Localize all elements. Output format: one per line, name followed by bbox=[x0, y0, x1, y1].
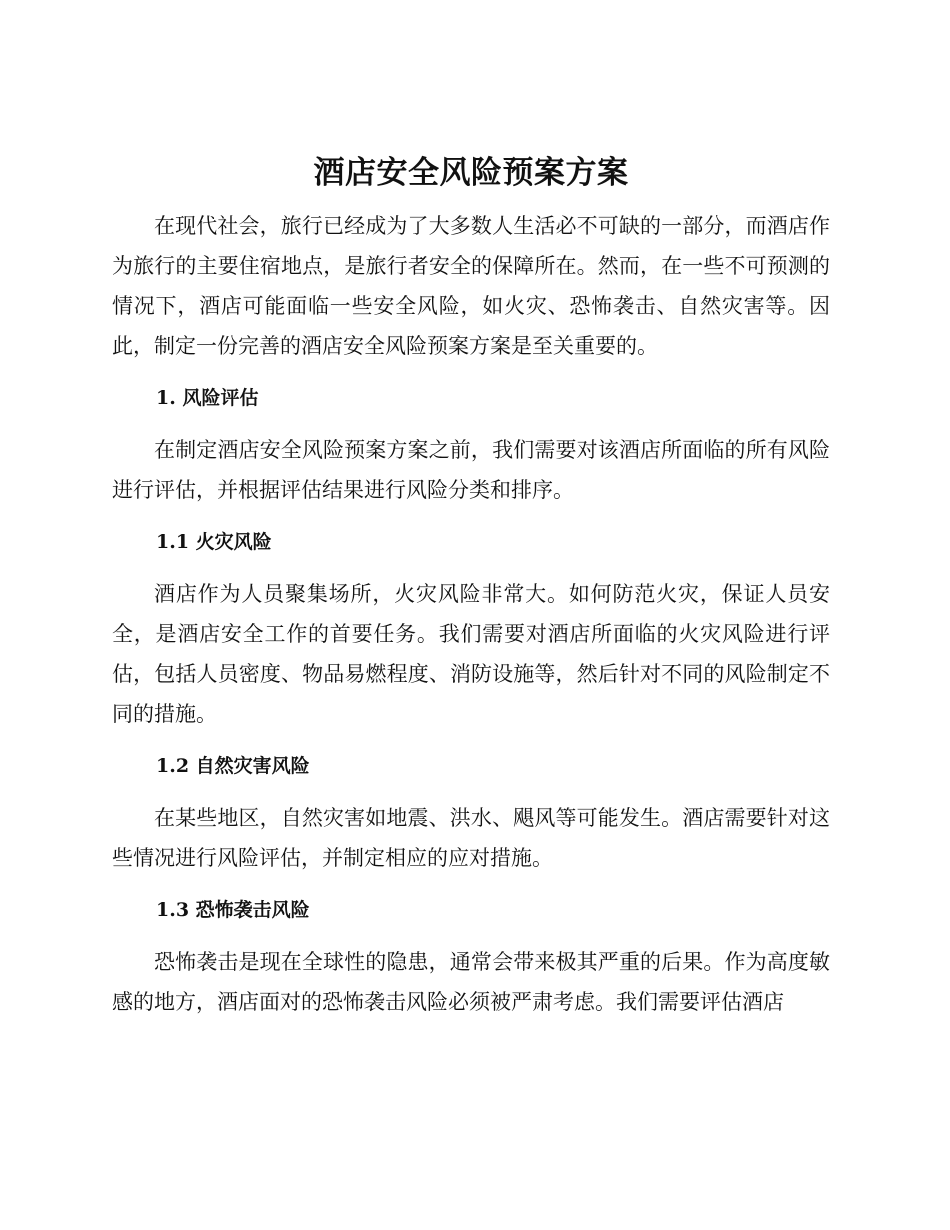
section-heading: 1. 风险评估 bbox=[156, 387, 259, 409]
section-terror-risk bbox=[112, 890, 830, 1022]
section-paragraph: 在某些地区，自然灾害如地震、洪水、飓风等可能发生。酒店需要针对这些情况进行风险评估，并制定相应的应对措施。 bbox=[112, 806, 830, 870]
section-heading: 1.1 火灾风险 bbox=[156, 531, 272, 553]
section-natural-disaster-risk bbox=[112, 746, 830, 878]
section-paragraph: 酒店作为人员聚集场所，火灾风险非常大。如何防范火灾，保证人员安全，是酒店安全工作的首要任务。我们需要对酒店所面临的火灾风险进行评估，包括人员密度、物品易燃程度、消防设施等，然后针对不同的风险制定不同的措施。 bbox=[112, 582, 830, 726]
section-heading: 1.3 恐怖袭击风险 bbox=[156, 899, 310, 921]
section-heading: 1.2 自然灾害风险 bbox=[156, 755, 310, 777]
document-title: 酒店安全风险预案方案 bbox=[313, 155, 629, 191]
intro-paragraph: 在现代社会，旅行已经成为了大多数人生活必不可缺的一部分，而酒店作为旅行的主要住宿地点，是旅行者安全的保障所在。然而，在一些不可预测的情况下，酒店可能面临一些安全风险，如火灾、恐怖袭击、自然灾害等。因此，制定一份完善的酒店安全风险预案方案是至关重要的。 bbox=[112, 214, 830, 358]
section-paragraph: 在制定酒店安全风险预案方案之前，我们需要对该酒店所面临的所有风险进行评估，并根据评估结果进行风险分类和排序。 bbox=[112, 438, 830, 502]
section-paragraph: 恐怖袭击是现在全球性的隐患，通常会带来极其严重的后果。作为高度敏感的地方，酒店面对的恐怖袭击风险必须被严肃考虑。我们需要评估酒店 bbox=[112, 950, 830, 1014]
section-risk-assessment bbox=[112, 378, 830, 510]
document-page bbox=[112, 146, 830, 1022]
section-fire-risk bbox=[112, 522, 830, 734]
